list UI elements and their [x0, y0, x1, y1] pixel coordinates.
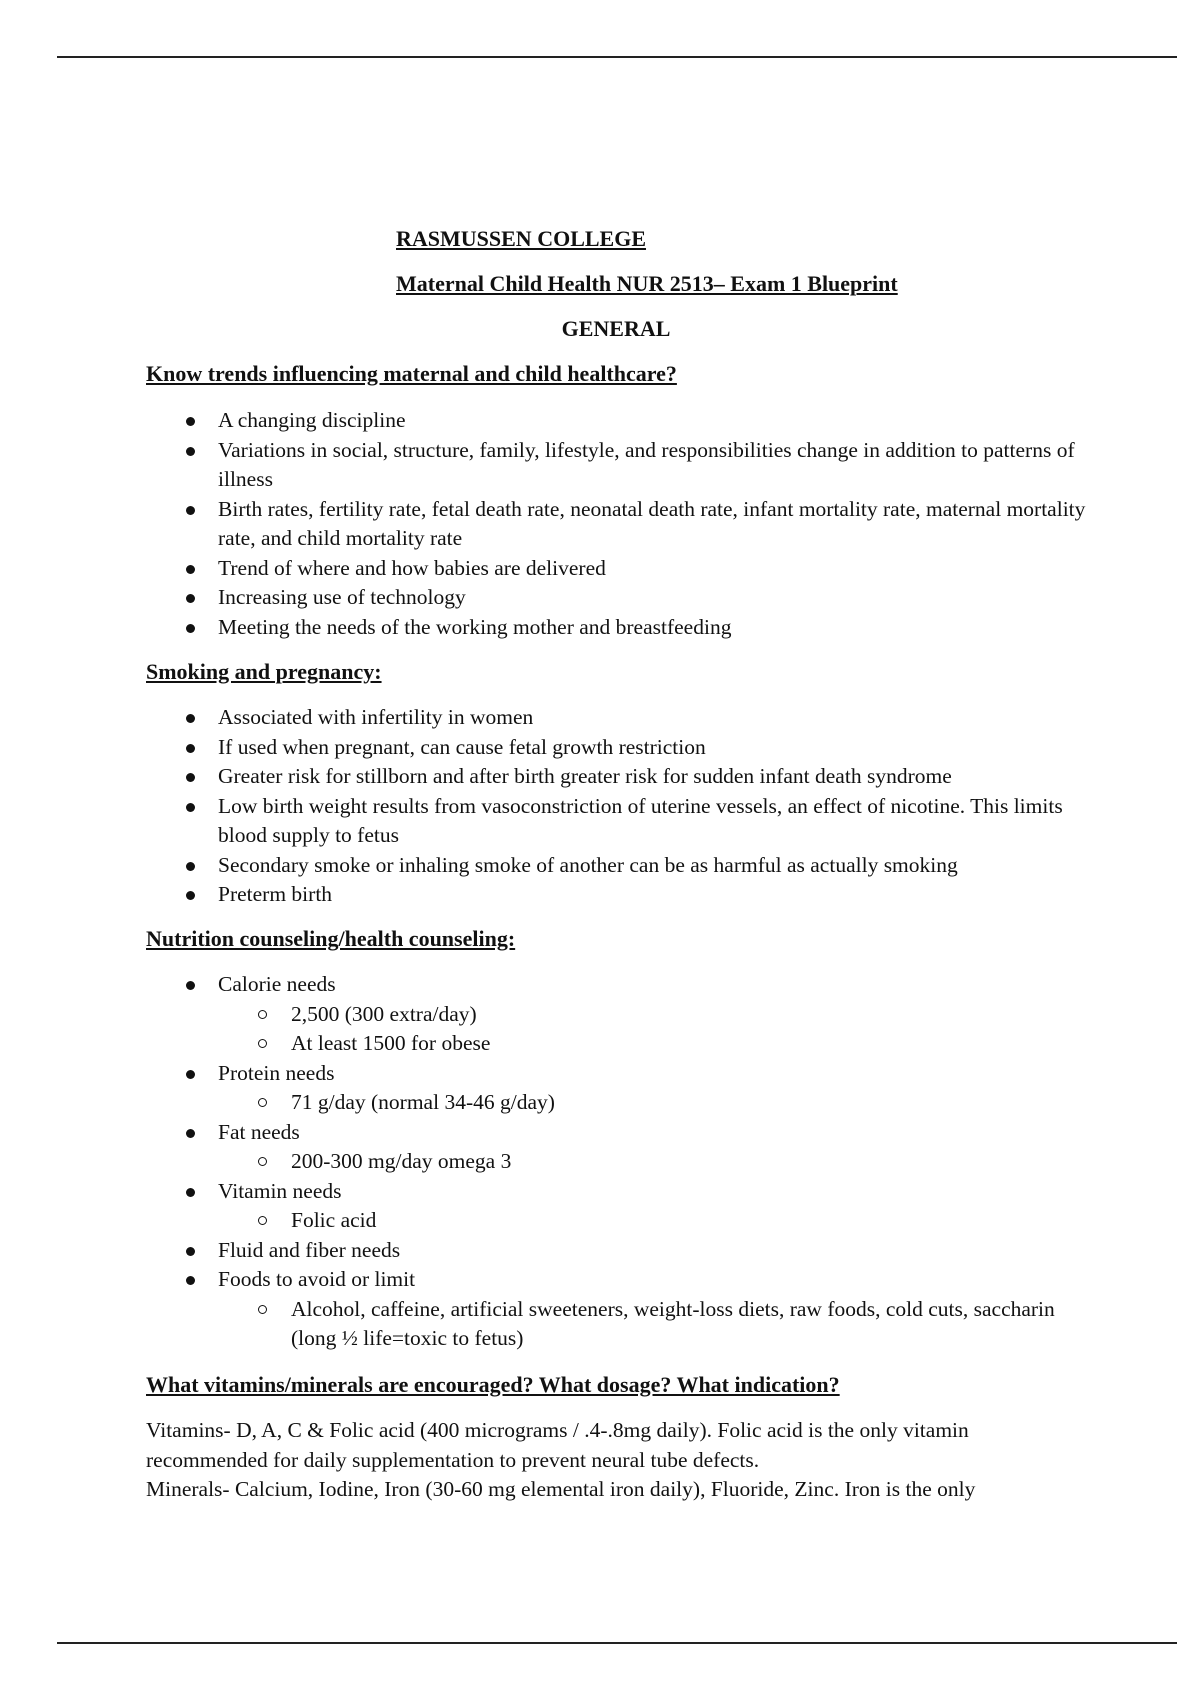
list-item-label: Calorie needs: [218, 972, 336, 996]
college-title: RASMUSSEN COLLEGE: [396, 226, 647, 251]
list-item-foods: [146, 1265, 1086, 1354]
sub-list-item: 200-300 mg/day omega 3: [146, 1147, 1086, 1177]
sub-list-item: Alcohol, caffeine, artificial sweeteners, weight-loss diets, raw foods, cold cuts, saccharin (long ½ life=toxic to fetus): [146, 1295, 1086, 1354]
list-item-fluid: [146, 1236, 1086, 1266]
heading-trends: Know trends influencing maternal and child healthcare?: [146, 361, 677, 386]
list-item: Associated with infertility in women: [146, 703, 1086, 733]
paragraph-minerals: Minerals- Calcium, Iodine, Iron (30-60 mg elemental iron daily), Fluoride, Zinc. Iron is the only: [146, 1477, 976, 1501]
nutrition-list: [146, 970, 1086, 1354]
list-item-label: Fluid and fiber needs: [218, 1237, 401, 1262]
heading-vitamins: What vitamins/minerals are encouraged? What dosage? What indication?: [146, 1372, 840, 1397]
list-item-label: Foods to avoid or limit: [218, 1267, 416, 1291]
list-item-label: Vitamin needs: [218, 1178, 342, 1203]
list-item: Secondary smoke or inhaling smoke of another can be as harmful as actually smoking: [146, 851, 1086, 881]
sub-list-item: 71 g/day (normal 34-46 g/day): [146, 1088, 1086, 1118]
list-item: Meeting the needs of the working mother and breastfeeding: [146, 613, 1086, 643]
sub-list-item: Folic acid: [146, 1206, 1086, 1236]
list-item: Greater risk for stillborn and after birth greater risk for sudden infant death syndrome: [146, 762, 1086, 792]
top-rule: [57, 56, 1177, 58]
paragraph-vitamins: Vitamins- D, A, C & Folic acid (400 micrograms / .4-.8mg daily). Folic acid is the only vitamin recommended for daily supplementation to prevent neural tube defects.: [146, 1418, 969, 1472]
list-item: Low birth weight results from vasoconstriction of uterine vessels, an effect of nicotine. This limits blood supply to fetus: [146, 792, 1086, 851]
list-item-calorie: [146, 970, 1086, 1059]
list-item-fat: [146, 1118, 1086, 1177]
list-item-vitamin: [146, 1177, 1086, 1236]
list-item: Trend of where and how babies are delivered: [146, 554, 1086, 584]
section-title: GENERAL: [561, 316, 671, 341]
trends-list: [146, 406, 1086, 642]
course-title: Maternal Child Health NUR 2513– Exam 1 Blueprint: [396, 271, 898, 296]
list-item: A changing discipline: [146, 406, 1086, 436]
list-item: Birth rates, fertility rate, fetal death rate, neonatal death rate, infant mortality rate, maternal mortality rate, and child mortality rate: [146, 495, 1086, 554]
list-item: Preterm birth: [146, 880, 1086, 910]
smoking-list: [146, 703, 1086, 910]
sub-list-item: At least 1500 for obese: [146, 1029, 1086, 1059]
list-item-label: Protein needs: [218, 1060, 335, 1085]
list-item: Increasing use of technology: [146, 583, 1086, 613]
list-item: If used when pregnant, can cause fetal growth restriction: [146, 733, 1086, 763]
list-item-protein: [146, 1059, 1086, 1118]
list-item-label: Fat needs: [218, 1119, 300, 1144]
heading-smoking: Smoking and pregnancy:: [146, 659, 382, 684]
list-item: Variations in social, structure, family, lifestyle, and responsibilities change in addition to patterns of illness: [146, 436, 1086, 495]
vitamins-paragraphs: [146, 1416, 1086, 1505]
heading-nutrition: Nutrition counseling/health counseling:: [146, 926, 516, 951]
sub-list-item: 2,500 (300 extra/day): [146, 1000, 1086, 1030]
bottom-rule: [57, 1642, 1177, 1644]
